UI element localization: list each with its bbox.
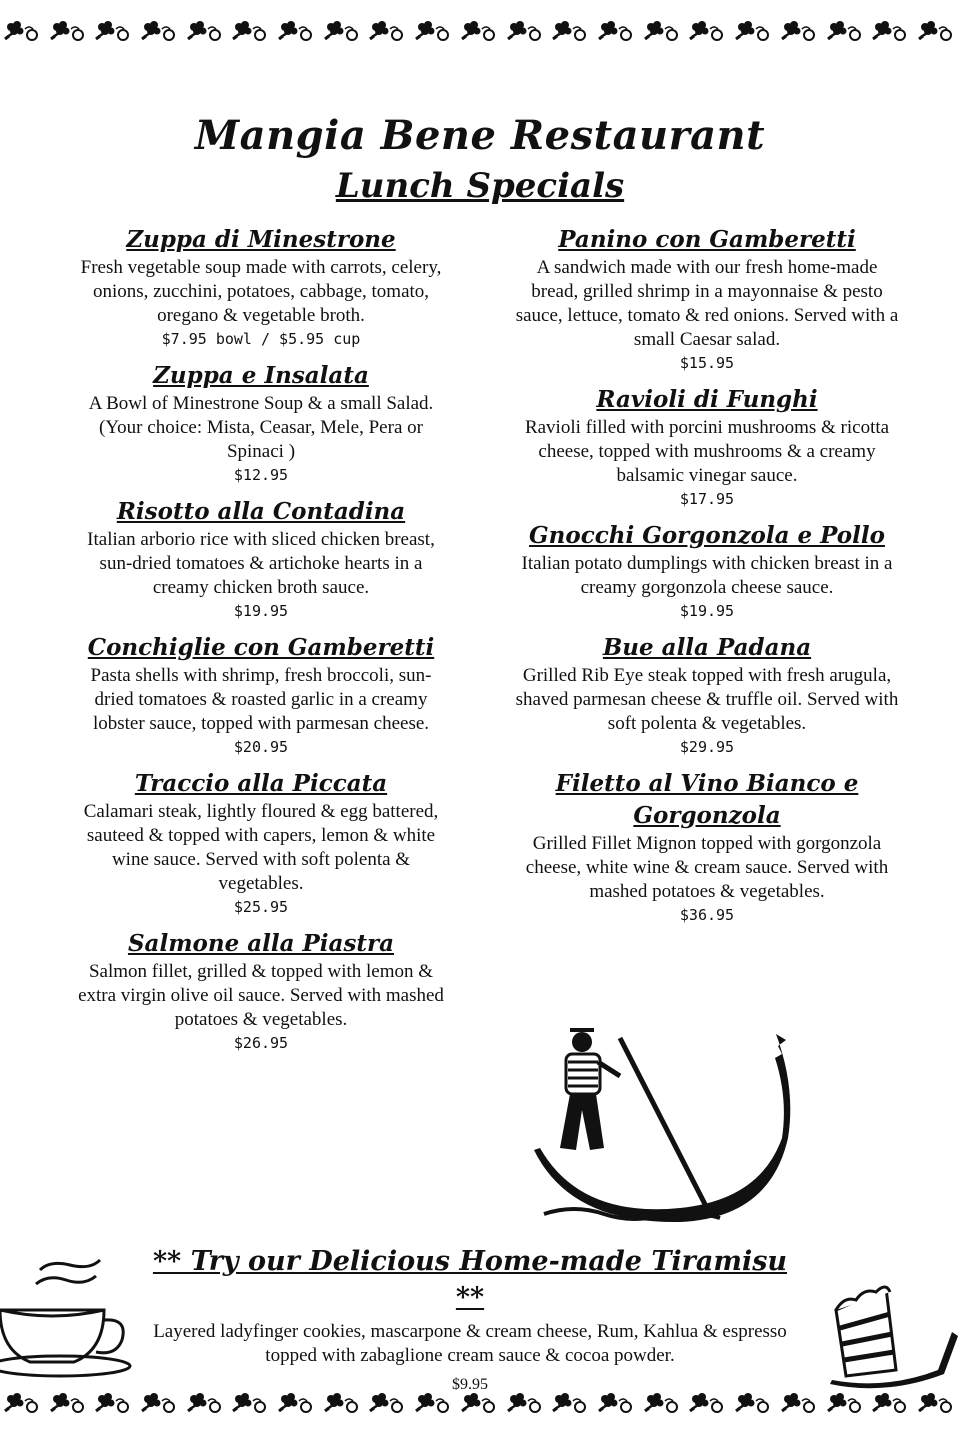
grapes-ornament-icon (643, 1389, 683, 1419)
grapes-ornament-icon (140, 17, 180, 47)
menu-item-description: A Bowl of Minestrone Soup & a small Salad. (Your choice: Mista, Ceasar, Mele, Pera or Spinaci ) (88, 393, 434, 462)
grapes-ornament-icon (323, 1389, 363, 1419)
grapes-ornament-icon (368, 1389, 408, 1419)
grapes-ornament-icon (734, 17, 774, 47)
menu-item-price: $20.95 (233, 738, 289, 756)
dessert-section (150, 1244, 790, 1398)
menu-item (512, 384, 902, 510)
grapes-ornament-icon (186, 17, 226, 47)
grapes-ornament-icon (3, 1389, 43, 1419)
left-menu-column (72, 224, 450, 1064)
menu-item-description: Pasta shells with shrimp, fresh broccoli, sun-dried tomatoes & roasted garlic in a creamy lobster sauce, topped with parmesan cheese. (90, 665, 432, 734)
menu-item (72, 632, 450, 758)
grapes-ornament-icon (94, 1389, 134, 1419)
grapes-ornament-icon (414, 17, 454, 47)
menu-item (72, 496, 450, 622)
menu-item (512, 768, 902, 926)
grapes-ornament-icon (231, 17, 271, 47)
menu-item-name: Risotto alla Contadina (116, 498, 406, 525)
menu-title: Lunch Specials (335, 166, 625, 206)
menu-item-name: Filetto al Vino Bianco e Gorgonzola (555, 770, 859, 829)
menu-item-price: $7.95 bowl / $5.95 cup (161, 330, 361, 348)
grapes-ornament-icon (688, 1389, 728, 1419)
grapes-ornament-icon (414, 1389, 454, 1419)
menu-item-price: $19.95 (679, 602, 735, 620)
menu-item-description: Calamari steak, lightly floured & egg battered, sauteed & topped with capers, lemon & white wine sauce. Served with soft polenta & vegetables. (83, 801, 439, 894)
grapes-ornament-icon (323, 17, 363, 47)
menu-item-name: Bue alla Padana (602, 634, 812, 661)
right-menu-column (512, 224, 902, 936)
dessert-price: $9.95 (452, 1376, 488, 1393)
menu-item (72, 928, 450, 1054)
grapes-ornament-icon (140, 1389, 180, 1419)
menu-item-name: Ravioli di Funghi (596, 386, 818, 413)
menu-item-name: Panino con Gamberetti (558, 226, 856, 253)
dessert-description: Layered ladyfinger cookies, mascarpone & cream cheese, Rum, Kahlua & espresso topped with zabaglione cream sauce & cocoa powder. (153, 1321, 787, 1366)
menu-item-price: $25.95 (233, 898, 289, 916)
grapes-ornament-icon (597, 17, 637, 47)
menu-item-description: Ravioli filled with porcini mushrooms & ricotta cheese, topped with mushrooms & a creamy balsamic vinegar sauce. (524, 417, 890, 486)
grapes-ornament-icon (871, 17, 911, 47)
grapes-ornament-icon (643, 17, 683, 47)
grapes-ornament-icon (49, 17, 89, 47)
menu-item-description: Italian arborio rice with sliced chicken breast, sun-dried tomatoes & artichoke hearts in a creamy chicken broth sauce. (87, 529, 435, 598)
menu-item-description: Salmon fillet, grilled & topped with lemon & extra virgin olive oil sauce. Served with mashed potatoes & vegetables. (78, 961, 444, 1030)
menu-item (512, 632, 902, 758)
grapes-ornament-icon (917, 1389, 957, 1419)
menu-item-name: Zuppa e Insalata (153, 362, 369, 389)
grapes-ornament-icon (551, 17, 591, 47)
grapes-ornament-icon (506, 17, 546, 47)
grapes-ornament-icon (597, 1389, 637, 1419)
dessert-title: ** Try our Delicious Home-made Tiramisu ** (152, 1246, 788, 1313)
grapes-ornament-icon (871, 1389, 911, 1419)
menu-item-name: Gnocchi Gorgonzola e Pollo (529, 522, 885, 549)
menu-item-description: Fresh vegetable soup made with carrots, celery, onions, zucchini, potatoes, cabbage, tomato, oregano & vegetable broth. (80, 257, 442, 326)
menu-item (72, 360, 450, 486)
grapes-ornament-icon (368, 17, 408, 47)
grapes-ornament-icon (231, 1389, 271, 1419)
menu-item-name: Traccio alla Piccata (134, 770, 388, 797)
grapes-ornament-icon (277, 1389, 317, 1419)
grapes-ornament-icon (3, 17, 43, 47)
menu-item-name: Salmone alla Piastra (127, 930, 395, 957)
grapes-ornament-icon (734, 1389, 774, 1419)
restaurant-name: Mangia Bene Restaurant (194, 112, 766, 159)
gondola-icon (520, 1018, 820, 1228)
grapes-ornament-icon (186, 1389, 226, 1419)
cake-slice-icon (826, 1270, 960, 1390)
grapes-ornament-icon (780, 17, 820, 47)
grapes-ornament-icon (506, 1389, 546, 1419)
menu-item-description: Grilled Fillet Mignon topped with gorgonzola cheese, white wine & cream sauce. Served with mashed potatoes & vegetables. (525, 833, 889, 902)
menu-item-name: Zuppa di Minestrone (126, 226, 396, 253)
grapes-ornament-icon (551, 1389, 591, 1419)
top-border-ornaments (0, 12, 960, 52)
menu-item-price: $26.95 (233, 1034, 289, 1052)
menu-item-price: $29.95 (679, 738, 735, 756)
menu-item-description: Italian potato dumplings with chicken breast in a creamy gorgonzola cheese sauce. (521, 553, 893, 598)
grapes-ornament-icon (826, 1389, 866, 1419)
grapes-ornament-icon (780, 1389, 820, 1419)
grapes-ornament-icon (917, 17, 957, 47)
grapes-ornament-icon (49, 1389, 89, 1419)
menu-item-name: Conchiglie con Gamberetti (87, 634, 435, 661)
menu-item (512, 224, 902, 374)
menu-item (72, 224, 450, 350)
grapes-ornament-icon (460, 17, 500, 47)
bottom-border-ornaments (0, 1384, 960, 1424)
grapes-ornament-icon (460, 1389, 500, 1419)
grapes-ornament-icon (688, 17, 728, 47)
grapes-ornament-icon (94, 17, 134, 47)
grapes-ornament-icon (826, 17, 866, 47)
menu-item-price: $12.95 (233, 466, 289, 484)
menu-item-price: $19.95 (233, 602, 289, 620)
menu-item (512, 520, 902, 622)
menu-item-description: Grilled Rib Eye steak topped with fresh arugula, shaved parmesan cheese & truffle oil. Served with soft polenta & vegetables. (515, 665, 899, 734)
menu-item-price: $36.95 (679, 906, 735, 924)
menu-item-price: $17.95 (679, 490, 735, 508)
menu-item (72, 768, 450, 918)
menu-item-description: A sandwich made with our fresh home-made bread, grilled shrimp in a mayonnaise & pesto sauce, lettuce, tomato & red onions. Served with a small Caesar salad. (515, 257, 899, 350)
menu-item-price: $15.95 (679, 354, 735, 372)
grapes-ornament-icon (277, 17, 317, 47)
coffee-cup-icon (0, 1250, 150, 1380)
